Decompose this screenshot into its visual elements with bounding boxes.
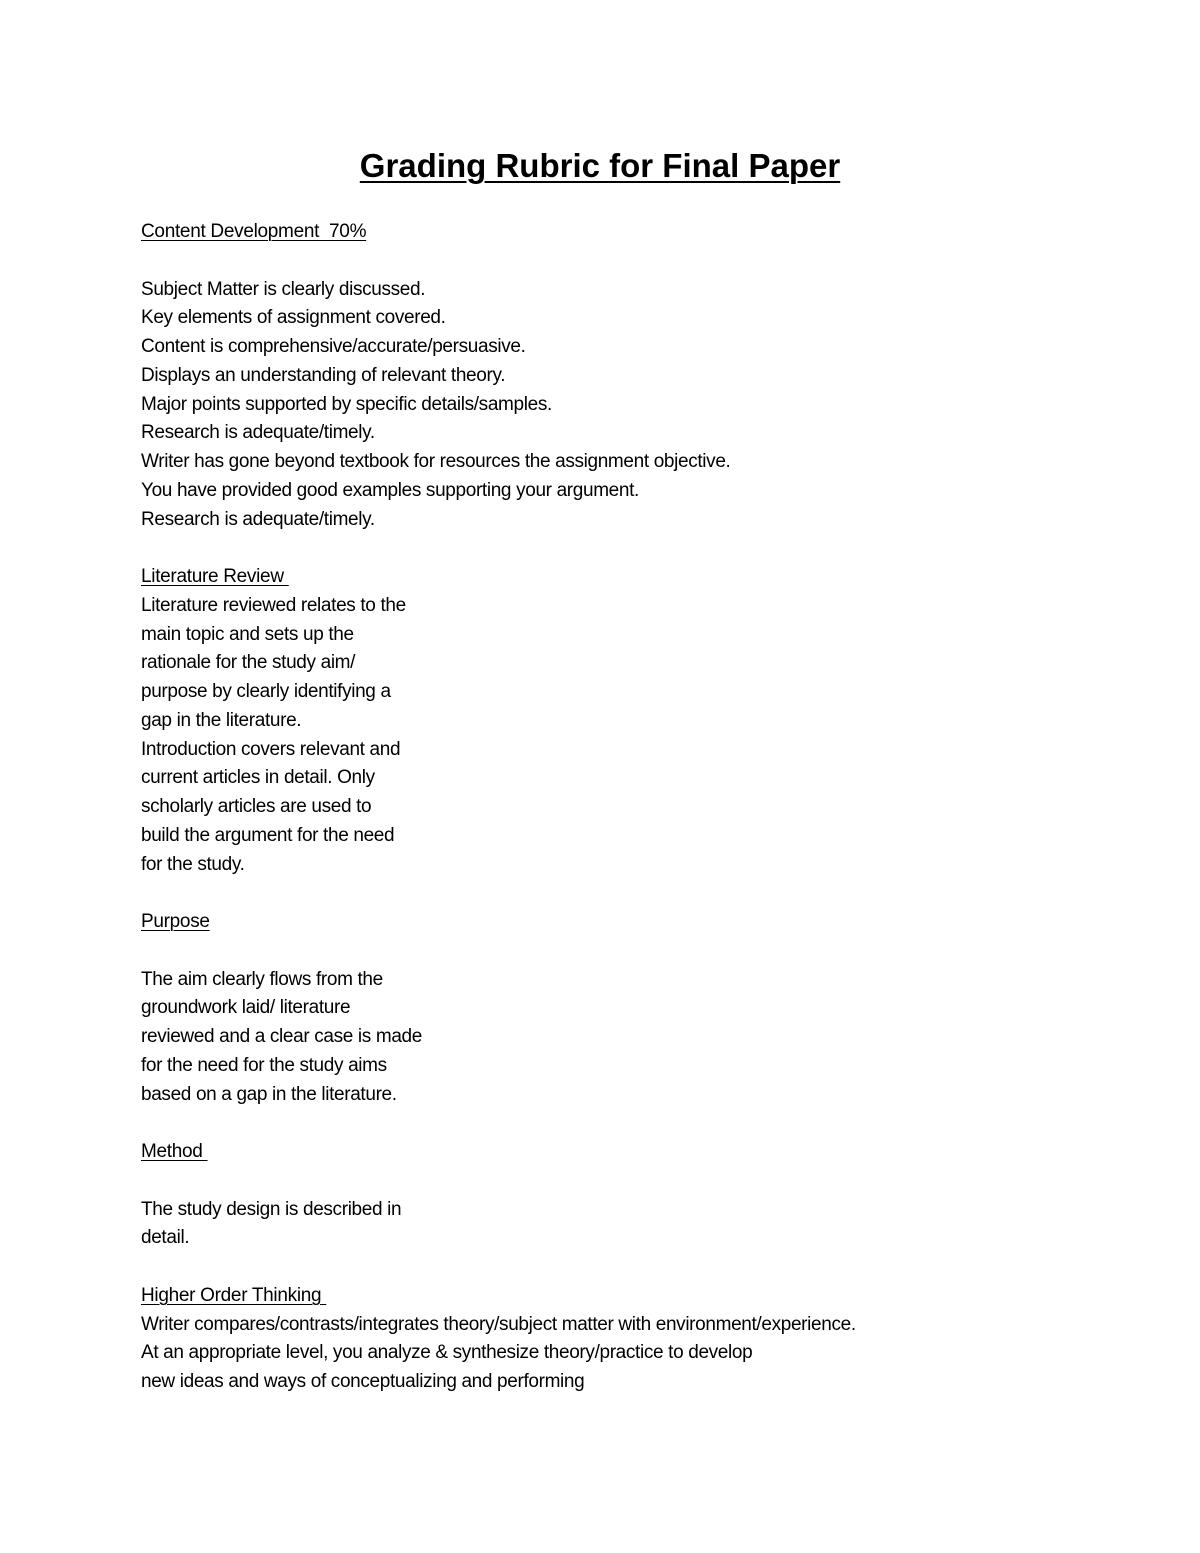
- body-line: Writer has gone beyond textbook for resources the assignment objective.: [141, 451, 731, 472]
- section-content-development: [141, 218, 1101, 534]
- section-heading: Purpose: [141, 911, 210, 932]
- body-line: The study design is described in: [141, 1198, 402, 1220]
- body-line: reviewed and a clear case is made: [141, 1026, 422, 1047]
- section-method: [141, 1138, 1101, 1253]
- body-line: for the need for the study aims: [141, 1054, 387, 1076]
- body-line: purpose by clearly identifying a: [141, 681, 391, 702]
- spacer: [141, 1167, 1101, 1196]
- body-line: groundwork laid/ literature: [141, 997, 351, 1019]
- body-line: new ideas and ways of conceptualizing and performing: [141, 1371, 585, 1392]
- spacer: [141, 534, 1101, 563]
- body-line: Subject Matter is clearly discussed.: [141, 278, 426, 300]
- body-line: Literature reviewed relates to the: [141, 594, 406, 616]
- section-heading: Method: [141, 1141, 208, 1162]
- body-line: Key elements of assignment covered.: [141, 307, 446, 329]
- body-line: Writer compares/contrasts/integrates theory/subject matter with environment/experience.: [141, 1313, 856, 1335]
- body-line: The aim clearly flows from the: [141, 968, 383, 990]
- body-line: detail.: [141, 1227, 190, 1249]
- spacer: [141, 247, 1101, 276]
- section-purpose: [141, 908, 1101, 1109]
- body-line: for the study.: [141, 853, 245, 875]
- spacer: [141, 1253, 1101, 1282]
- spacer: [141, 937, 1101, 966]
- body-line: gap in the literature.: [141, 709, 302, 731]
- body-line: Content is comprehensive/accurate/persuasive.: [141, 336, 526, 357]
- document-body: [141, 218, 1101, 1397]
- body-line: Introduction covers relevant and: [141, 738, 401, 760]
- section-higher-order-thinking: [141, 1282, 1101, 1397]
- spacer: [141, 1109, 1101, 1138]
- body-line: Major points supported by specific details/samples.: [141, 393, 552, 415]
- body-line: Research is adequate/timely.: [141, 508, 375, 530]
- body-line: rationale for the study aim/: [141, 652, 356, 674]
- section-heading: Literature Review: [141, 566, 289, 587]
- body-line: based on a gap in the literature.: [141, 1083, 397, 1105]
- body-line: current articles in detail. Only: [141, 767, 375, 789]
- spacer: [141, 879, 1101, 908]
- section-heading: Higher Order Thinking: [141, 1284, 327, 1306]
- body-line: You have provided good examples supporting your argument.: [141, 479, 639, 501]
- section-literature-review: [141, 563, 1101, 879]
- body-line: scholarly articles are used to: [141, 796, 372, 817]
- page-title: Grading Rubric for Final Paper: [359, 147, 841, 184]
- body-line: At an appropriate level, you analyze & synthesize theory/practice to develop: [141, 1342, 753, 1364]
- body-line: Displays an understanding of relevant theory.: [141, 364, 506, 386]
- body-line: build the argument for the need: [141, 824, 395, 846]
- body-line: Research is adequate/timely.: [141, 422, 375, 444]
- section-heading: Content Development 70%: [141, 221, 367, 242]
- body-line: main topic and sets up the: [141, 623, 354, 645]
